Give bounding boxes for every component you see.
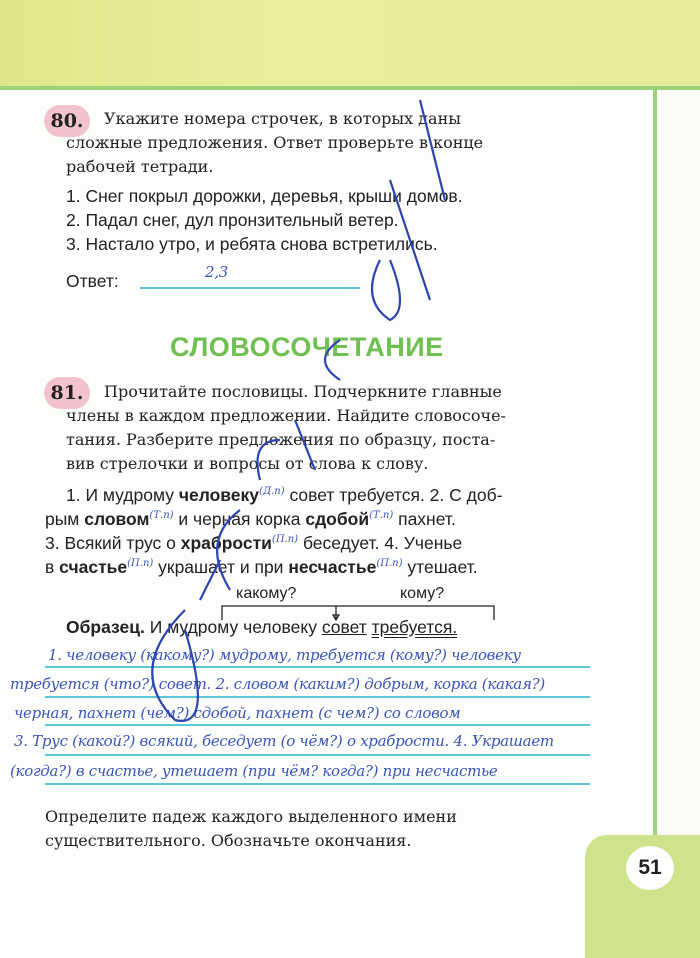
ex80-item: 3. Настало утро, и ребята снова встретились. xyxy=(66,234,438,254)
handwritten-answer: (когда?) в счастье, утешает (при чём? когда?) при несчастье xyxy=(10,762,498,780)
case-mark: (Д.п) xyxy=(259,486,285,497)
ex81-text: члены в каждом предложении. Найдите словосоче- xyxy=(66,406,506,425)
case-mark: (Т.п) xyxy=(149,510,174,521)
proverb-line: рым словом$^{(Т.п)}$ и черная корка сдобой$^{(Т.п)}$ пахнет. xyxy=(45,509,456,529)
ex80-text: Укажите номера строчек, в которых даны xyxy=(104,109,461,128)
sample-line: Образец. И мудрому человеку совет требуется. xyxy=(66,617,458,637)
exercise-80-number: 80. xyxy=(44,105,90,137)
final-task: Определите падеж каждого выделенного имени xyxy=(45,807,457,826)
case-mark: (П.п) xyxy=(376,558,403,569)
handwritten-answer: требуется (что?) совет. 2. словом (каким?) добрым, корка (какая?) xyxy=(10,675,545,693)
ex81-text: вив стрелочки и вопросы от слова к слову. xyxy=(66,454,429,473)
final-task: существительного. Обозначьте окончания. xyxy=(45,831,412,850)
ex80-item: 2. Падал снег, дул пронзительный ветер. xyxy=(66,210,399,230)
handwritten-answer: 1. человеку (какому?) мудрому, требуется (кому?) человеку xyxy=(48,646,521,664)
margin-divider xyxy=(653,88,657,848)
question-label: какому? xyxy=(236,585,297,602)
proverb-line: 3. Всякий трус о храбрости$^{(П.п)}$ беседует. 4. Ученье xyxy=(45,533,463,553)
ex80-item: 1. Снег покрыл дорожки, деревья, крыши домов. xyxy=(66,186,463,206)
question-label: кому? xyxy=(400,585,445,602)
header-decoration xyxy=(0,0,700,86)
ex80-text: сложные предложения. Ответ проверьте в конце xyxy=(66,133,484,152)
ex80-text: рабочей тетради. xyxy=(66,157,214,176)
margin xyxy=(657,90,700,850)
pen-scribble xyxy=(90,90,490,790)
exercise-81-number: 81. xyxy=(44,377,90,409)
handwritten-answer: 3. Трус (какой?) всякий, беседует (о чём?) о храбрости. 4. Украшает xyxy=(14,732,554,750)
answer-value: 2,3 xyxy=(205,263,228,281)
case-mark: (П.п) xyxy=(127,558,154,569)
ex81-text: тания. Разберите предложения по образцу, поста- xyxy=(66,430,496,449)
case-mark: (Т.п) xyxy=(369,510,394,521)
proverb-line: 1. И мудрому человеку$^{(Д.п)}$ совет требуется. 2. С доб- xyxy=(66,485,503,505)
ex81-text: Прочитайте пословицы. Подчеркните главные xyxy=(104,382,502,401)
answer-label: Ответ: xyxy=(66,271,119,291)
case-mark: (П.п) xyxy=(271,534,299,545)
page-number: 51 xyxy=(626,846,674,890)
proverb-line: в счастье$^{(П.п)}$ украшает и при несчастье$^{(П.п)}$ утешает. xyxy=(45,557,478,577)
handwritten-answer: черная, пахнет (чем?) сдобой, пахнет (с чем?) со словом xyxy=(14,704,461,722)
section-heading: СЛОВОСОЧЕТАНИЕ xyxy=(170,332,444,362)
